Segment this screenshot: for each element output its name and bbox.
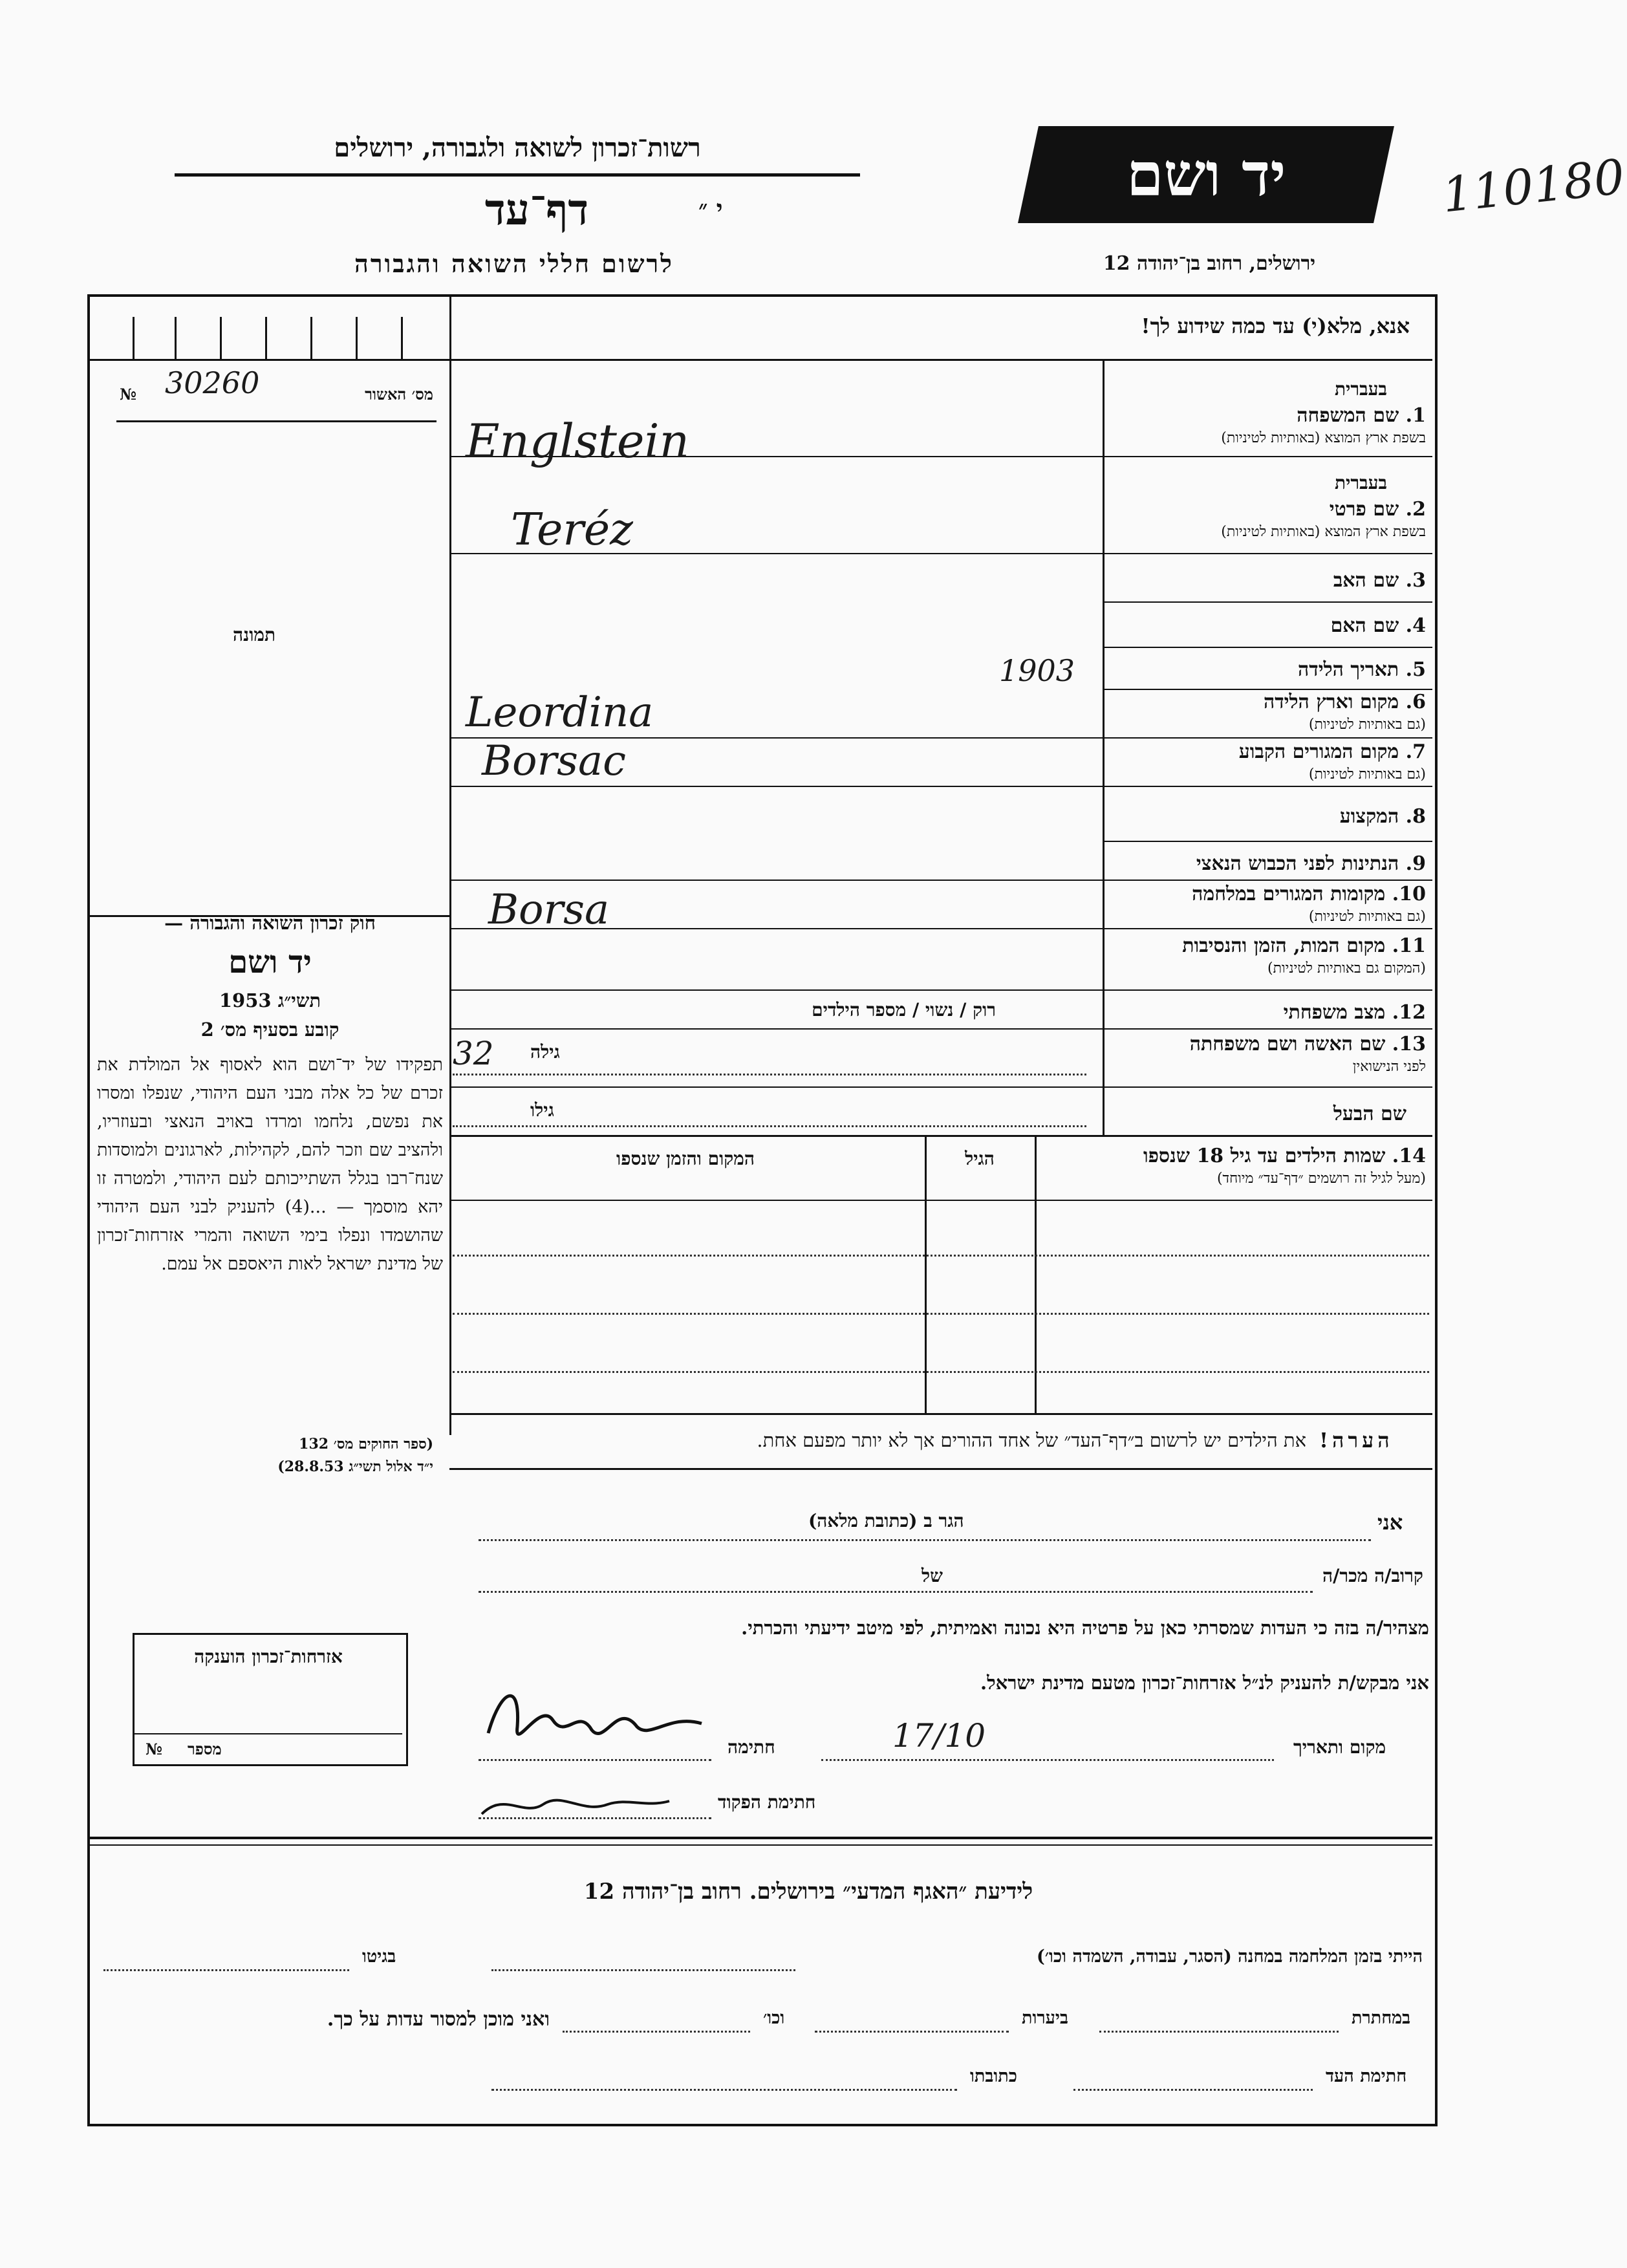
row-13-dots [453,1074,1086,1075]
law-source: (ספר החוקים מס׳ 132 [299,1436,433,1453]
row-1-value[interactable]: Englstein [466,414,689,468]
signature-scribble [482,1675,715,1759]
row-separator [449,1135,1432,1137]
officer-signature-scribble [479,1785,673,1824]
authority-line: רשות־זכרון לשואה ולגבורה, ירושלים [334,133,701,163]
declarant-i-label: אני [1377,1510,1403,1535]
certificate-label: מס׳ האשור [365,385,433,404]
notice-title: לידיעת ״האגף המדעי״ בירושלים. רחוב בן־יהודה 12 [583,1879,1033,1905]
perforation-tick [220,317,222,359]
bottom-line1-a: הייתי בזמן המלחמה במחנה (הסגר, עבודה, השמדה וכו׳) [1037,1947,1423,1967]
row-7-label: 7. מקום המגורים הקבוע (גם באותיות לטיניות) [1238,740,1426,783]
row-12-label: 12. מצב משפחתי [1283,1001,1426,1024]
bottom-line1-b: בגיטו [362,1947,396,1967]
relative-line [479,1591,1313,1593]
perforation-tick [265,317,267,359]
children-age-header: הגיל [965,1148,995,1169]
request-text: אני מבקש/ת להעניק לנ״ל אזרחות־זכרון מטעם מדינת ישראל. [980,1672,1429,1694]
form-subtitle: לרשום חללי השואה והגבורה [354,249,674,278]
bottom-line2-dots3 [563,2031,750,2033]
row-separator [449,989,1432,991]
place-date-label: מקום ותאריך [1293,1736,1386,1758]
row-separator [449,786,1432,787]
bottom-line2-b: ביערות [1022,2008,1069,2028]
archive-number: 110180 [1439,149,1627,224]
row-1-hebrew-label: בעברית [1334,378,1387,400]
children-place-header: המקום והזמן שנספו [616,1148,755,1169]
perforation-rule [90,359,449,361]
row-3-label: 3. שם האב [1333,569,1426,592]
row-7-value[interactable]: Borsac [482,737,626,785]
form-title: דף־עד [484,184,589,235]
row-4-label: 4. שם האם [1330,614,1426,637]
row-1-label: 1. שם המשפחה בשפת ארץ המוצא (באותיות לטיניות) [1221,404,1426,446]
children-line [453,1371,1429,1373]
children-line [453,1313,1429,1315]
law-source-date: י״ד אלול תשי״ג 28.8.53) [277,1458,433,1475]
bottom-section-rule [90,1837,1432,1839]
row-separator [1103,601,1432,603]
title-prefix: י ״ [698,194,723,223]
instruction-text: אנא, מלא(י) עד כמה שידוע לך! [1141,314,1410,338]
row-11-label: 11. מקום המות, הזמן והנסיבות (המקום גם באותיות לטיניות) [1182,934,1426,977]
row-separator [1103,841,1432,842]
bottom-line2-dots [1099,2031,1339,2033]
bottom-line3-a: חתימת העד [1326,2066,1407,2086]
citizenship-no-mark: № [145,1740,163,1758]
row-10-value[interactable]: Borsa [488,886,610,934]
law-year: תשי״ג 1953 [219,989,321,1011]
header-address: ירושלים, רחוב בן־יהודה 12 [1103,252,1316,275]
row-12-options: רוק / נשוי / מספר הילדים [812,999,996,1021]
note-label: הערה! [1319,1428,1394,1453]
bottom-line2-a: במחתרת [1352,2008,1411,2028]
bottom-section-rule [90,1844,1432,1846]
certificate-no-mark: № [120,385,137,404]
bottom-line1-dots [491,1969,795,1971]
perforation-tick [133,317,135,359]
bottom-line3-dots [1073,2089,1313,2091]
row-13-age-label: גילה [530,1041,560,1063]
note-bottom-rule [449,1468,1432,1470]
photo-label: תמונה [233,624,276,645]
label-column-border [1103,359,1104,1135]
row-14-label: 14. שמות הילדים עד גיל 18 שנספו (מעל לגיל זה רושמים ״דף־עד״ מיוחד) [1143,1145,1426,1187]
row-2-hebrew-label: בעברית [1334,472,1387,493]
row-13-label: 13. שם האשה ושם משפחתה לפני הנישואין [1189,1033,1426,1075]
bottom-line3-dots2 [491,2089,957,2091]
bottom-line3-b: כתובתו [970,2066,1017,2086]
perforation-tick [401,317,403,359]
note-text: את הילדים יש לרשום ב״דף־העד״ של אחד ההורים אך לא יותר מפעם אחת. [757,1429,1306,1451]
instruction-rule [449,359,1432,361]
children-line [453,1255,1429,1257]
declaration-text: מצהיר/ה בזה כי העדות שמסרתי כאן על פרטיה היא נכונה ואמיתית, לפי מיטב ידיעתי והכרתי. [741,1617,1429,1639]
officer-signature-label: חתימת הפקוד [718,1791,816,1813]
row-9-label: 9. הנתינות לפני הכבוש הנאצי [1196,852,1426,875]
row-2-value[interactable]: Teréz [511,504,633,556]
perforation-tick [310,317,312,359]
row-10-label: 10. מקומות המגורים במלחמה (גם באותיות לטיניות) [1192,883,1426,925]
of-label: של [921,1565,943,1586]
citizenship-number-label: מספר [188,1740,222,1758]
row-5-value[interactable]: 1903 [999,653,1075,688]
children-header-rule [449,1200,1432,1201]
row-2-label: 2. שם פרטי בשפת ארץ המוצא (באותיות לטיניות) [1221,498,1426,540]
citizenship-box-title: אזרחות־זכרון הוענקה [194,1646,343,1667]
husband-dots [453,1125,1086,1127]
row-separator [449,1028,1432,1030]
relative-label: קרוב/ה מכר/ה [1322,1565,1423,1586]
law-title: חוק זכרון השואה והגבורה — [164,912,376,934]
row-5-label: 5. תאריך הלידה [1298,658,1426,681]
perforation-tick [356,317,358,359]
perforation-tick [175,317,177,359]
living-at-label: הגר ב (כתובת מלאה) [808,1510,964,1531]
law-clause: קובע בסעיף מס׳ 2 [200,1019,339,1041]
left-column-border [449,297,451,1435]
place-date-value[interactable]: 17/10 [892,1717,986,1755]
place-date-line [821,1759,1274,1761]
signature-line [479,1759,711,1761]
bottom-line1-dots2 [103,1969,349,1971]
law-name: יד ושם [228,944,312,980]
law-text: תפקידו של יד־ושם הוא לאסוף אל המולדת את זכרם של כל אלה מבני העם היהודי, שנפלו ומסרו את נפשם, נלחמו ומרדו באויב הנאצי ובעוזריו, ולהציב שם וזכר להם, לקהילות, לארגונים ולמוסדות שנח־רבו בגלל השתייכותם לעם היהודי, ולמטרה זו יהא מוסמך — ...(4) להעניק לבני העם היהודי שהושמדו ונפלו בימי השואה והמרי אזרחות־זכרון של מדינת ישראל לאות היאספם אל עמם. [97,1055,443,1274]
husband-age-label: גילו [530,1099,554,1121]
row-6-value[interactable]: Leordina [466,689,654,737]
row-separator [449,880,1432,881]
row-6-label: 6. מקום וארץ הלידה (גם באותיות לטיניות) [1263,691,1426,733]
row-separator [1103,647,1432,648]
citizenship-box-rule [135,1733,402,1734]
certificate-rule [116,420,436,422]
husband-label: שם הבעל [1333,1103,1406,1125]
bottom-line2-dots2 [815,2031,1009,2033]
authority-underline [175,173,860,177]
bottom-line2-d: ואני מוכן למסור עדות על כך. [327,2008,550,2031]
row-13-age-value[interactable]: 32 [453,1035,494,1072]
bottom-line2-c: וכו׳ [763,2008,785,2028]
row-separator [1103,689,1432,690]
note-top-rule [449,1413,1432,1415]
row-separator [449,1086,1432,1088]
signature-label: חתימה [727,1736,775,1758]
certificate-number: 30260 [165,365,260,400]
row-8-label: 8. המקצוע [1339,805,1426,828]
declarant-line [479,1539,1371,1541]
yad-vashem-logo: יד ושם [1018,126,1394,223]
